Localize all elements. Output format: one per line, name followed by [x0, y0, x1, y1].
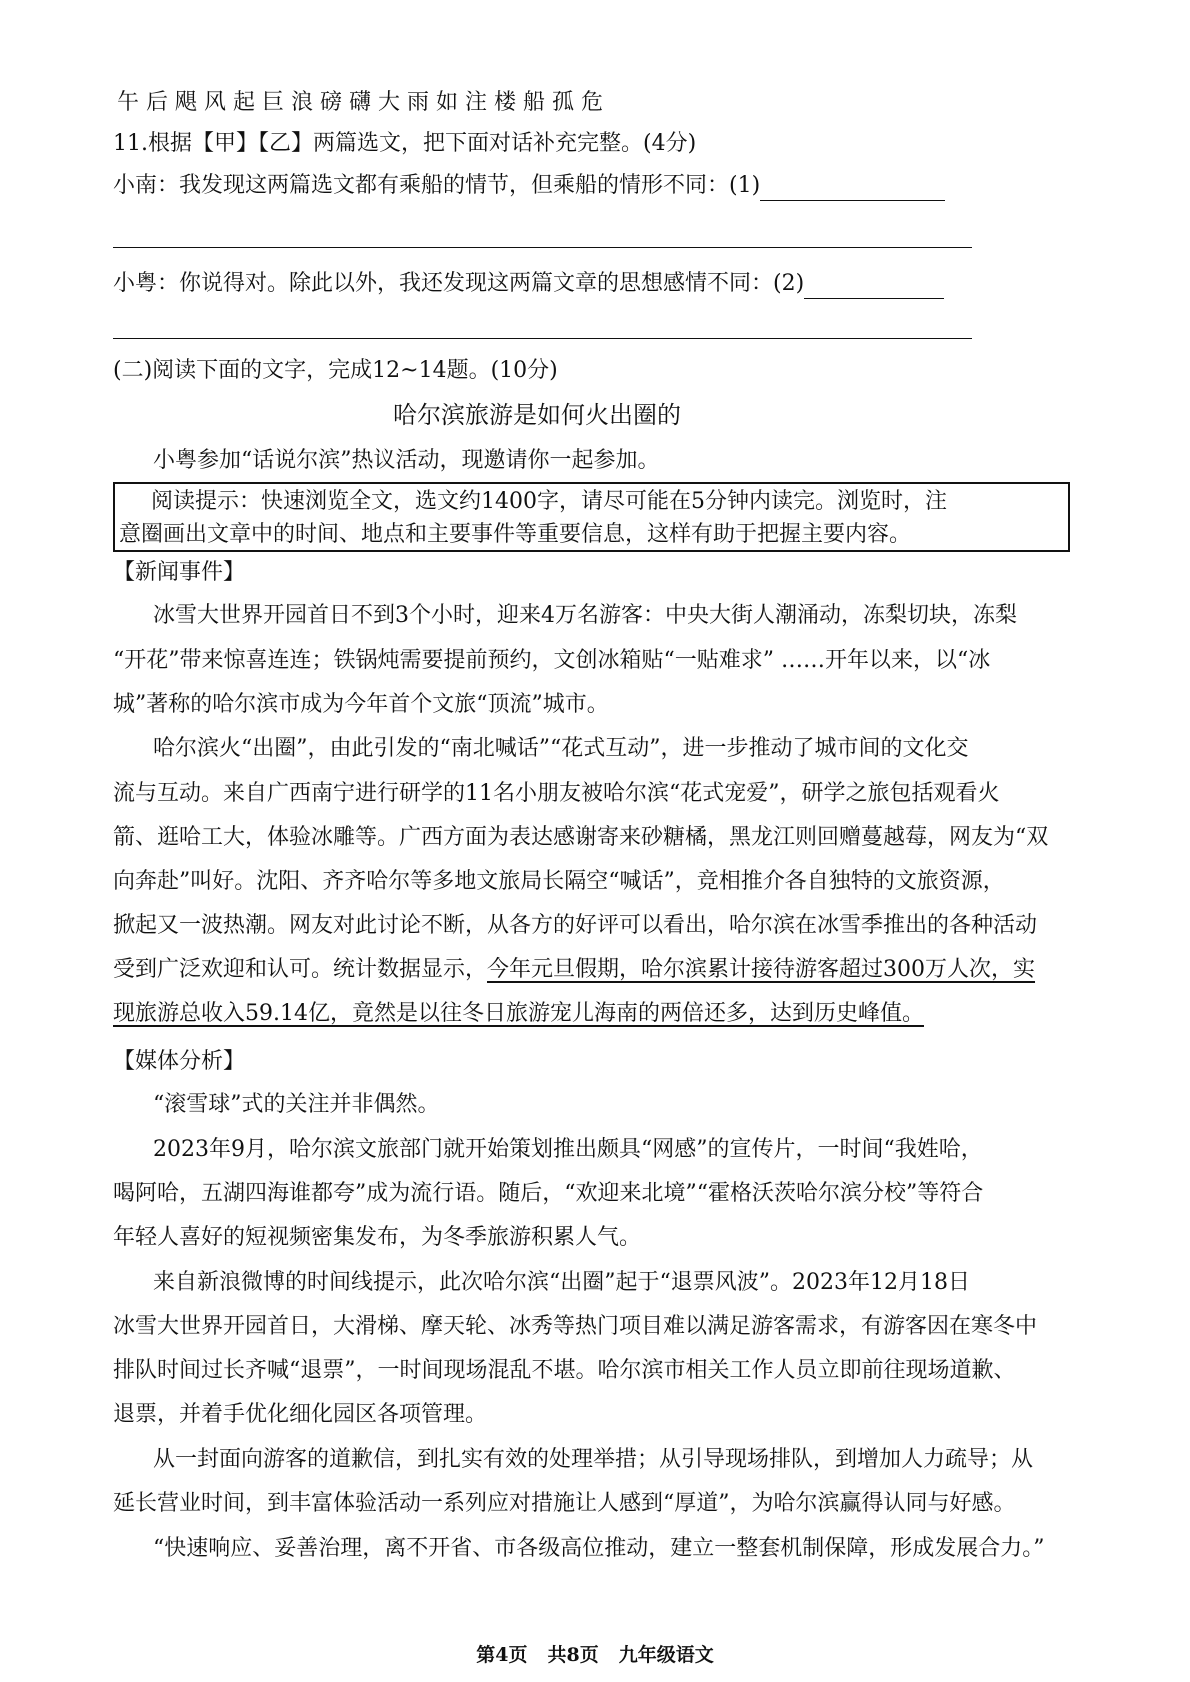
news-paragraph-2-line: 向奔赴”叫好。沈阳、齐齐哈尔等多地文旅局长隔空“喊话”，竞相推介各自独特的文旅资源，: [113, 869, 1005, 894]
article-title: 哈尔滨旅游是如何火出圈的: [393, 401, 681, 429]
article-intro: 小粤参加“话说尔滨”热议活动，现邀请你一起参加。: [153, 448, 660, 473]
news-paragraph-2-line: 哈尔滨火“出圈”，由此引发的“南北喊话”“花式互动”，进一步推动了城市间的文化交: [153, 736, 969, 761]
news-paragraph-1-line: “开花”带来惊喜连连；铁锅炖需要提前预约，文创冰箱贴“一贴难求” ……开年以来，以“冰: [113, 648, 991, 673]
dialogue-xiaoyue: [113, 269, 944, 299]
news-paragraph-2-line: 箭、逛哈工大，体验冰雕等。广西方面为表达感谢寄来砂糖橘，黑龙江则回赠蔓越莓，网友为“双: [113, 825, 1049, 850]
media-paragraph-3-line: 排队时间过长齐喊“退票”，一时间现场混乱不堪。哈尔滨市相关工作人员立即前往现场道歉、: [113, 1358, 1016, 1383]
underlined-statistic: 今年元旦假期，哈尔滨累计接待游客超过300万人次，实: [487, 957, 1036, 982]
media-paragraph-4-line: 从一封面向游客的道歉信，到扎实有效的处理举措；从引导现场排队，到增加人力疏导；从: [153, 1447, 1034, 1472]
news-heading: 【新闻事件】: [113, 560, 246, 585]
media-paragraph-2-line: 年轻人喜好的短视频密集发布，为冬季旅游积累人气。: [113, 1225, 642, 1250]
news-paragraph-1-line: 冰雪大世界开园首日不到3个小时，迎来4万名游客：中央大街人潮涌动，冻梨切块，冻梨: [153, 603, 1017, 628]
news-paragraph-1-line: 城”著称的哈尔滨市成为今年首个文旅“顶流”城市。: [113, 692, 609, 717]
dialogue-xiaoyue-text: 小粤：你说得对。除此以外，我还发现这两篇文章的思想感情不同：(2): [113, 271, 805, 296]
footer-page-number: 第4页: [476, 1644, 528, 1666]
underlined-statistic: 现旅游总收入59.14亿，竟然是以往冬日旅游宠儿海南的两倍还多，达到历史峰值。: [113, 1001, 924, 1026]
answer-line-2[interactable]: [113, 338, 972, 339]
media-paragraph-3-line: 来自新浪微博的时间线提示，此次哈尔滨“出圈”起于“退票风波”。2023年12月18日: [153, 1270, 970, 1295]
news-paragraph-2-line: 掀起又一波热潮。网友对此讨论不断，从各方的好评可以看出，哈尔滨在冰雪季推出的各种活动: [113, 913, 1038, 938]
answer-line-1[interactable]: [113, 247, 972, 248]
text-line-classical: 午后飓风起巨浪磅礴大雨如注楼船孤危: [117, 90, 611, 115]
answer-blank-1[interactable]: [760, 176, 945, 201]
reading-hint-line-2: 意圈画出文章中的时间、地点和主要事件等重要信息，这样有助于把握主要内容。: [119, 522, 912, 547]
media-paragraph-2-line: 喝阿哈，五湖四海谁都夸”成为流行语。随后，“欢迎来北境”“霍格沃茨哈尔滨分校”等符合: [113, 1181, 984, 1206]
answer-blank-2[interactable]: [804, 274, 944, 299]
media-paragraph-3-line: 退票，并着手优化细化园区各项管理。: [113, 1402, 488, 1427]
reading-hint-line-1: 阅读提示：快速浏览全文，选文约1400字，请尽可能在5分钟内读完。浏览时，注: [151, 489, 947, 514]
news-text: 受到广泛欢迎和认可。统计数据显示，: [113, 957, 488, 982]
dialogue-xiaonan-text: 小南：我发现这两篇选文都有乘船的情节，但乘船的情形不同：(1): [113, 173, 761, 198]
reading-hint-box: [113, 482, 1070, 552]
media-paragraph-2-line: 2023年9月，哈尔滨文旅部门就开始策划推出颇具“网感”的宣传片，一时间“我姓哈，: [153, 1137, 983, 1162]
footer-subject: 九年级语文: [618, 1644, 714, 1666]
media-paragraph-5: “快速响应、妥善治理，离不开省、市各级高位推动，建立一整套机制保障，形成发展合力。”: [153, 1536, 1045, 1561]
section-2-heading: (二)阅读下面的文字，完成12~14题。(10分): [113, 358, 558, 383]
media-paragraph-1: “滚雪球”式的关注并非偶然。: [153, 1092, 440, 1117]
dialogue-xiaonan: [113, 171, 945, 201]
media-paragraph-4-line: 延长营业时间，到丰富体验活动一系列应对措施让人感到“厚道”，为哈尔滨赢得认同与好感。: [113, 1491, 1016, 1516]
footer-total-pages: 共8页: [547, 1644, 599, 1666]
page-footer: [0, 1640, 1190, 1667]
media-paragraph-3-line: 冰雪大世界开园首日，大滑梯、摩天轮、冰秀等热门项目难以满足游客需求，有游客因在寒冬中: [113, 1314, 1038, 1339]
news-paragraph-2-line: [113, 955, 1035, 985]
news-paragraph-2-line: 流与互动。来自广西南宁进行研学的11名小朋友被哈尔滨“花式宠爱”，研学之旅包括观看火: [113, 781, 1000, 806]
media-heading: 【媒体分析】: [113, 1049, 246, 1074]
question-11: 11.根据【甲】【乙】两篇选文，把下面对话补充完整。(4分): [113, 131, 697, 156]
